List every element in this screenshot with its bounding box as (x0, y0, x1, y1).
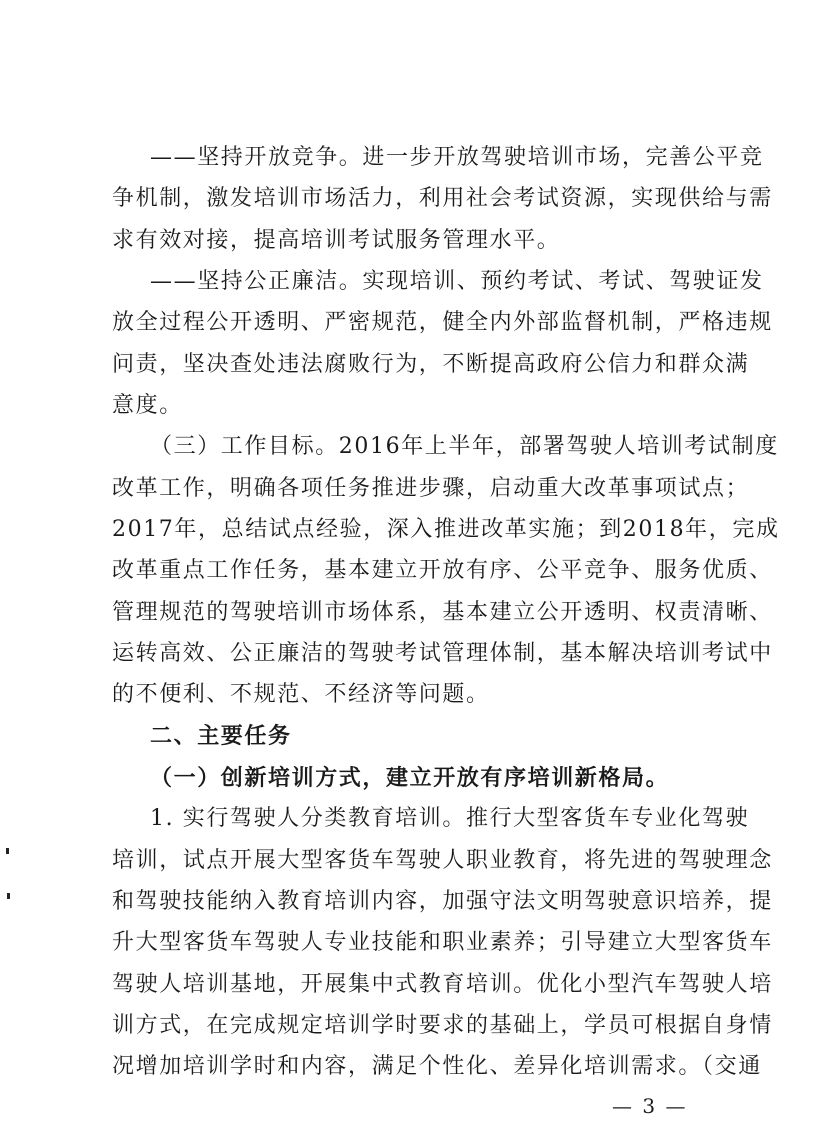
text-line: ——坚持公正廉洁。实现培训、预约考试、考试、驾驶证发 (150, 269, 764, 294)
text-line: 运转高效、公正廉洁的驾驶考试管理体制，基本解决培训考试中 (112, 641, 773, 666)
text-line: 升大型客货车驾驶人专业技能和职业素养；引导建立大型客货车 (112, 930, 773, 955)
text-line: 放全过程公开透明、严密规范，健全内外部监督机制，严格违规 (112, 310, 773, 335)
text-line: 驾驶人培训基地，开展集中式教育培训。优化小型汽车驾驶人培 (112, 972, 773, 997)
subsection-heading: （一）创新培训方式，建立开放有序培训新格局。 (150, 765, 670, 791)
scan-speck (6, 848, 9, 854)
text-line: （三）工作目标。2016年上半年，部署驾驶人培训考试制度 (150, 434, 779, 459)
text-line: 和驾驶技能纳入教育培训内容，加强守法文明驾驶意识培养，提 (112, 889, 773, 914)
text-line: 意度。 (112, 393, 183, 418)
text-line: 的不便利、不规范、不经济等问题。 (112, 682, 490, 707)
section-heading: 二、主要任务 (150, 724, 292, 749)
text-line: 管理规范的驾驶培训市场体系，基本建立公开透明、权责清晰、 (112, 600, 773, 625)
text-line: 2017年，总结试点经验，深入推进改革实施；到2018年，完成 (112, 517, 780, 542)
text-line: 1. 实行驾驶人分类教育培训。推行大型客货车专业化驾驶 (150, 806, 750, 831)
scan-speck (7, 893, 10, 899)
page-number: — 3 — (612, 1094, 688, 1118)
text-line: 改革重点工作任务，基本建立开放有序、公平竞争、服务优质、 (112, 558, 773, 583)
text-line: 况增加培训学时和内容，满足个性化、差异化培训需求。（交通 (112, 1054, 762, 1079)
text-line: 争机制，激发培训市场活力，利用社会考试资源，实现供给与需 (112, 186, 773, 211)
text-line: ——坚持开放竞争。进一步开放驾驶培训市场，完善公平竞 (150, 145, 764, 170)
text-line: 求有效对接，提高培训考试服务管理水平。 (112, 228, 561, 253)
text-line: 培训，试点开展大型客货车驾驶人职业教育，将先进的驾驶理念 (112, 848, 773, 873)
text-line: 训方式，在完成规定培训学时要求的基础上，学员可根据自身情 (112, 1013, 773, 1038)
text-line: 改革工作，明确各项任务推进步骤，启动重大改革事项试点； (112, 476, 750, 501)
text-line: 问责，坚决查处违法腐败行为，不断提高政府公信力和群众满 (112, 352, 750, 377)
